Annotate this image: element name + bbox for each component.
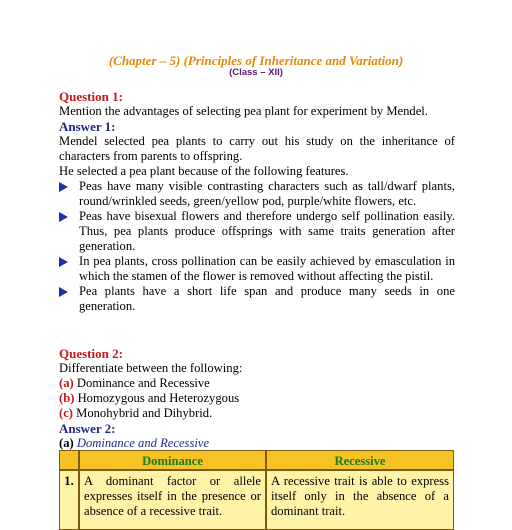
class-label: (Class – XII): [229, 67, 283, 78]
table-row: [59, 470, 454, 530]
answer-1-paragraph-2: He selected a pea plant because of the following features.: [59, 164, 349, 178]
list-item-text: Homozygous and Heterozygous: [77, 391, 240, 405]
list-item: [59, 391, 239, 406]
table-cell-recessive: A recessive trait is able to express itself only in the absence of a dominant trait.: [266, 470, 454, 530]
bullet-text: In pea plants, cross pollination can be easily achieved by emasculation in which the stamen of the flower is removed without affecting the pistil.: [79, 254, 455, 283]
table-header-row: [59, 450, 454, 470]
list-item: [59, 376, 210, 391]
bullet-text: Peas have many visible contrasting characters such as tall/dwarf plants, round/wrinkled seeds, green/yellow pod, purple/white flowers, etc.: [79, 179, 455, 208]
question-2-heading: Question 2:: [59, 346, 123, 361]
list-item-label: (c): [59, 406, 73, 420]
answer-2-subheading: [59, 436, 209, 451]
question-1-text: Mention the advantages of selecting pea plant for experiment by Mendel.: [59, 104, 428, 118]
table-header-dominance: Dominance: [79, 450, 266, 470]
list-item-text: Monohybrid and Dihybrid.: [76, 406, 213, 420]
chapter-title: (Chapter – 5) (Principles of Inheritance and Variation): [108, 53, 404, 68]
table-row-number: 1.: [59, 470, 79, 530]
arrow-bullet-icon: [59, 287, 68, 297]
list-item: [59, 406, 212, 421]
list-item-text: Dominance and Recessive: [76, 376, 210, 390]
arrow-bullet-icon: [59, 212, 68, 222]
answer-1-paragraph-1: Mendel selected pea plants to carry out his study on the inheritance of characters from parents to offspring.: [59, 134, 455, 163]
question-2-text: Differentiate between the following:: [59, 361, 243, 375]
list-item-label: (b): [59, 391, 75, 405]
subheading-label: (a): [59, 436, 74, 450]
bullet-text: Pea plants have a short life span and produce many seeds in one generation.: [79, 284, 455, 313]
table-cell-dominance: A dominant factor or allele expresses itself in the presence or absence of a recessive trait.: [79, 470, 266, 530]
table-header-recessive: Recessive: [266, 450, 454, 470]
subheading-title: Dominance and Recessive: [76, 436, 210, 450]
arrow-bullet-icon: [59, 182, 68, 192]
bullet-text: Peas have bisexual flowers and therefore undergo self pollination easily. Thus, pea plants produce offsprings with same traits generation after generation.: [79, 209, 455, 253]
table-header-cell: [59, 450, 79, 470]
arrow-bullet-icon: [59, 257, 68, 267]
answer-1-heading: Answer 1:: [59, 119, 116, 134]
list-item-label: (a): [59, 376, 74, 390]
answer-2-heading: Answer 2:: [59, 421, 116, 436]
question-1-heading: Question 1:: [59, 89, 123, 104]
